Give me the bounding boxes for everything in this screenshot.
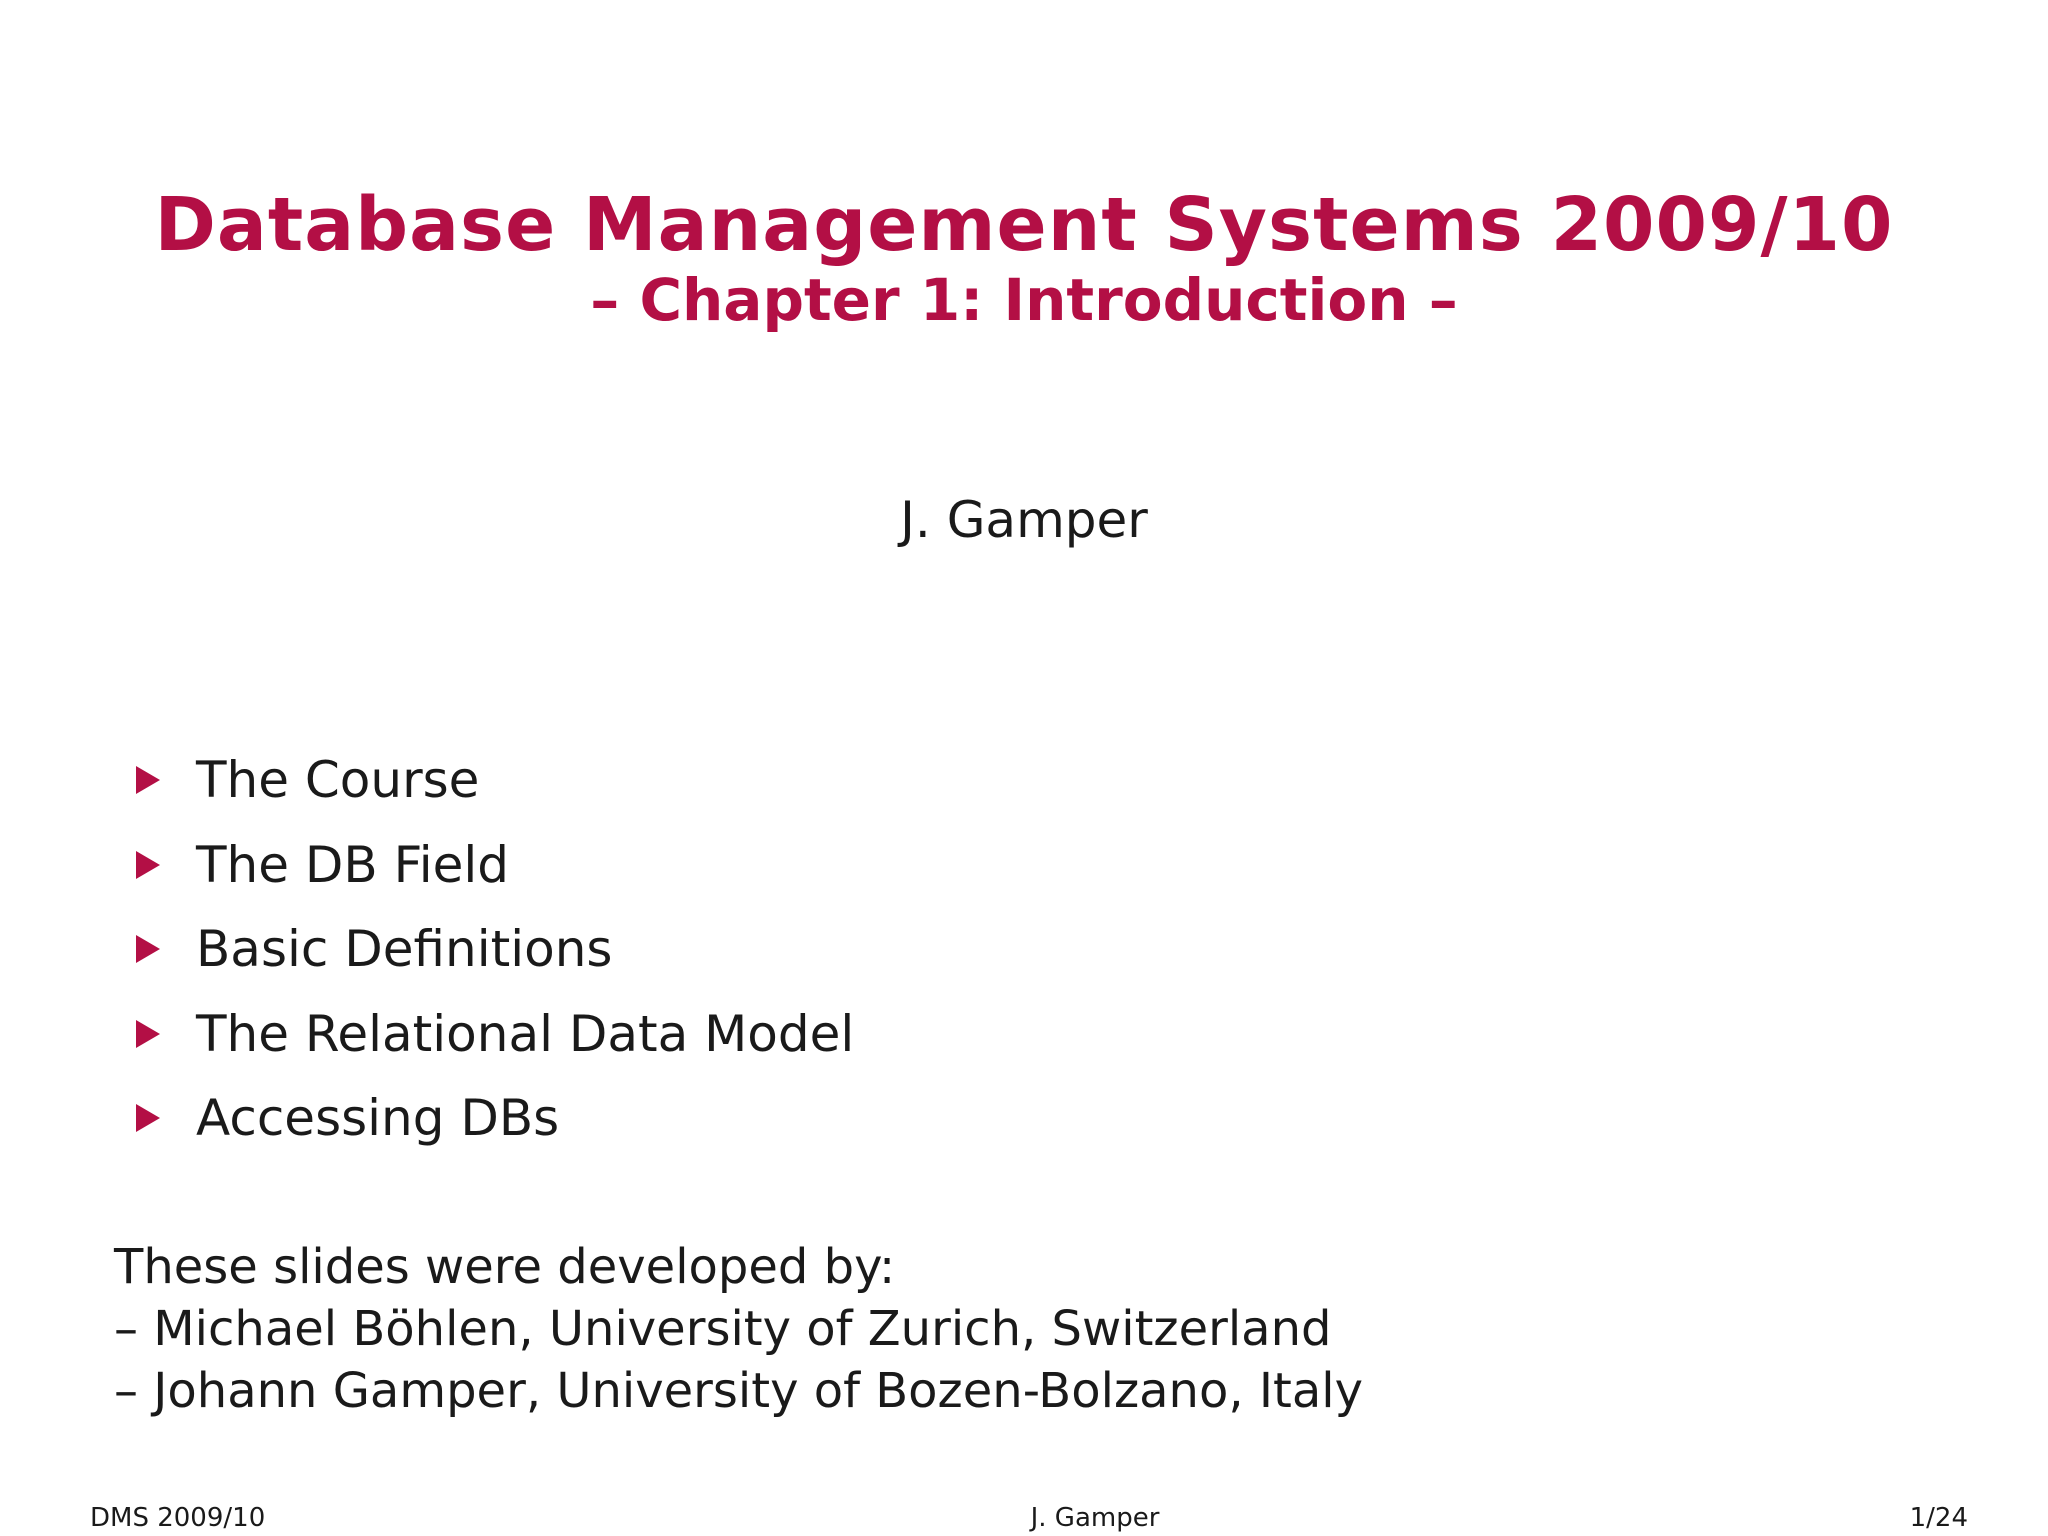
slide-subtitle: – Chapter 1: Introduction – [590,266,1458,334]
slide-title: Database Management Systems 2009/10 [154,182,1894,268]
title-block [0,180,2048,336]
outline-item-label: Accessing DBs [196,1089,560,1148]
footer-course: DMS 2009/10 [90,1503,266,1533]
triangle-bullet-icon [136,766,160,794]
outline-item-label: Basic Definitions [196,920,613,979]
page-number: 1/24 [1909,1503,1968,1533]
footer [0,1500,2048,1536]
outline-item [130,992,854,1077]
footer-author: J. Gamper [1030,1503,1160,1533]
credits [114,1236,1363,1422]
outline-item [130,1076,854,1161]
credits-line: – Michael Böhlen, University of Zurich, Switzerland [114,1301,1332,1357]
credits-line: – Johann Gamper, University of Bozen-Bolzano, Italy [114,1363,1363,1419]
triangle-bullet-icon [136,851,160,879]
outline-item-label: The Relational Data Model [196,1004,855,1063]
author-name: J. Gamper [900,491,1148,549]
outline-item [130,907,854,992]
outline-item-label: The Course [196,751,480,810]
triangle-bullet-icon [136,935,160,963]
credits-heading: These slides were developed by: [114,1239,896,1295]
triangle-bullet-icon [136,1020,160,1048]
outline-item-label: The DB Field [196,835,509,894]
outline-item [130,823,854,908]
triangle-bullet-icon [136,1104,160,1132]
outline-list [130,738,854,1161]
outline-item [130,738,854,823]
